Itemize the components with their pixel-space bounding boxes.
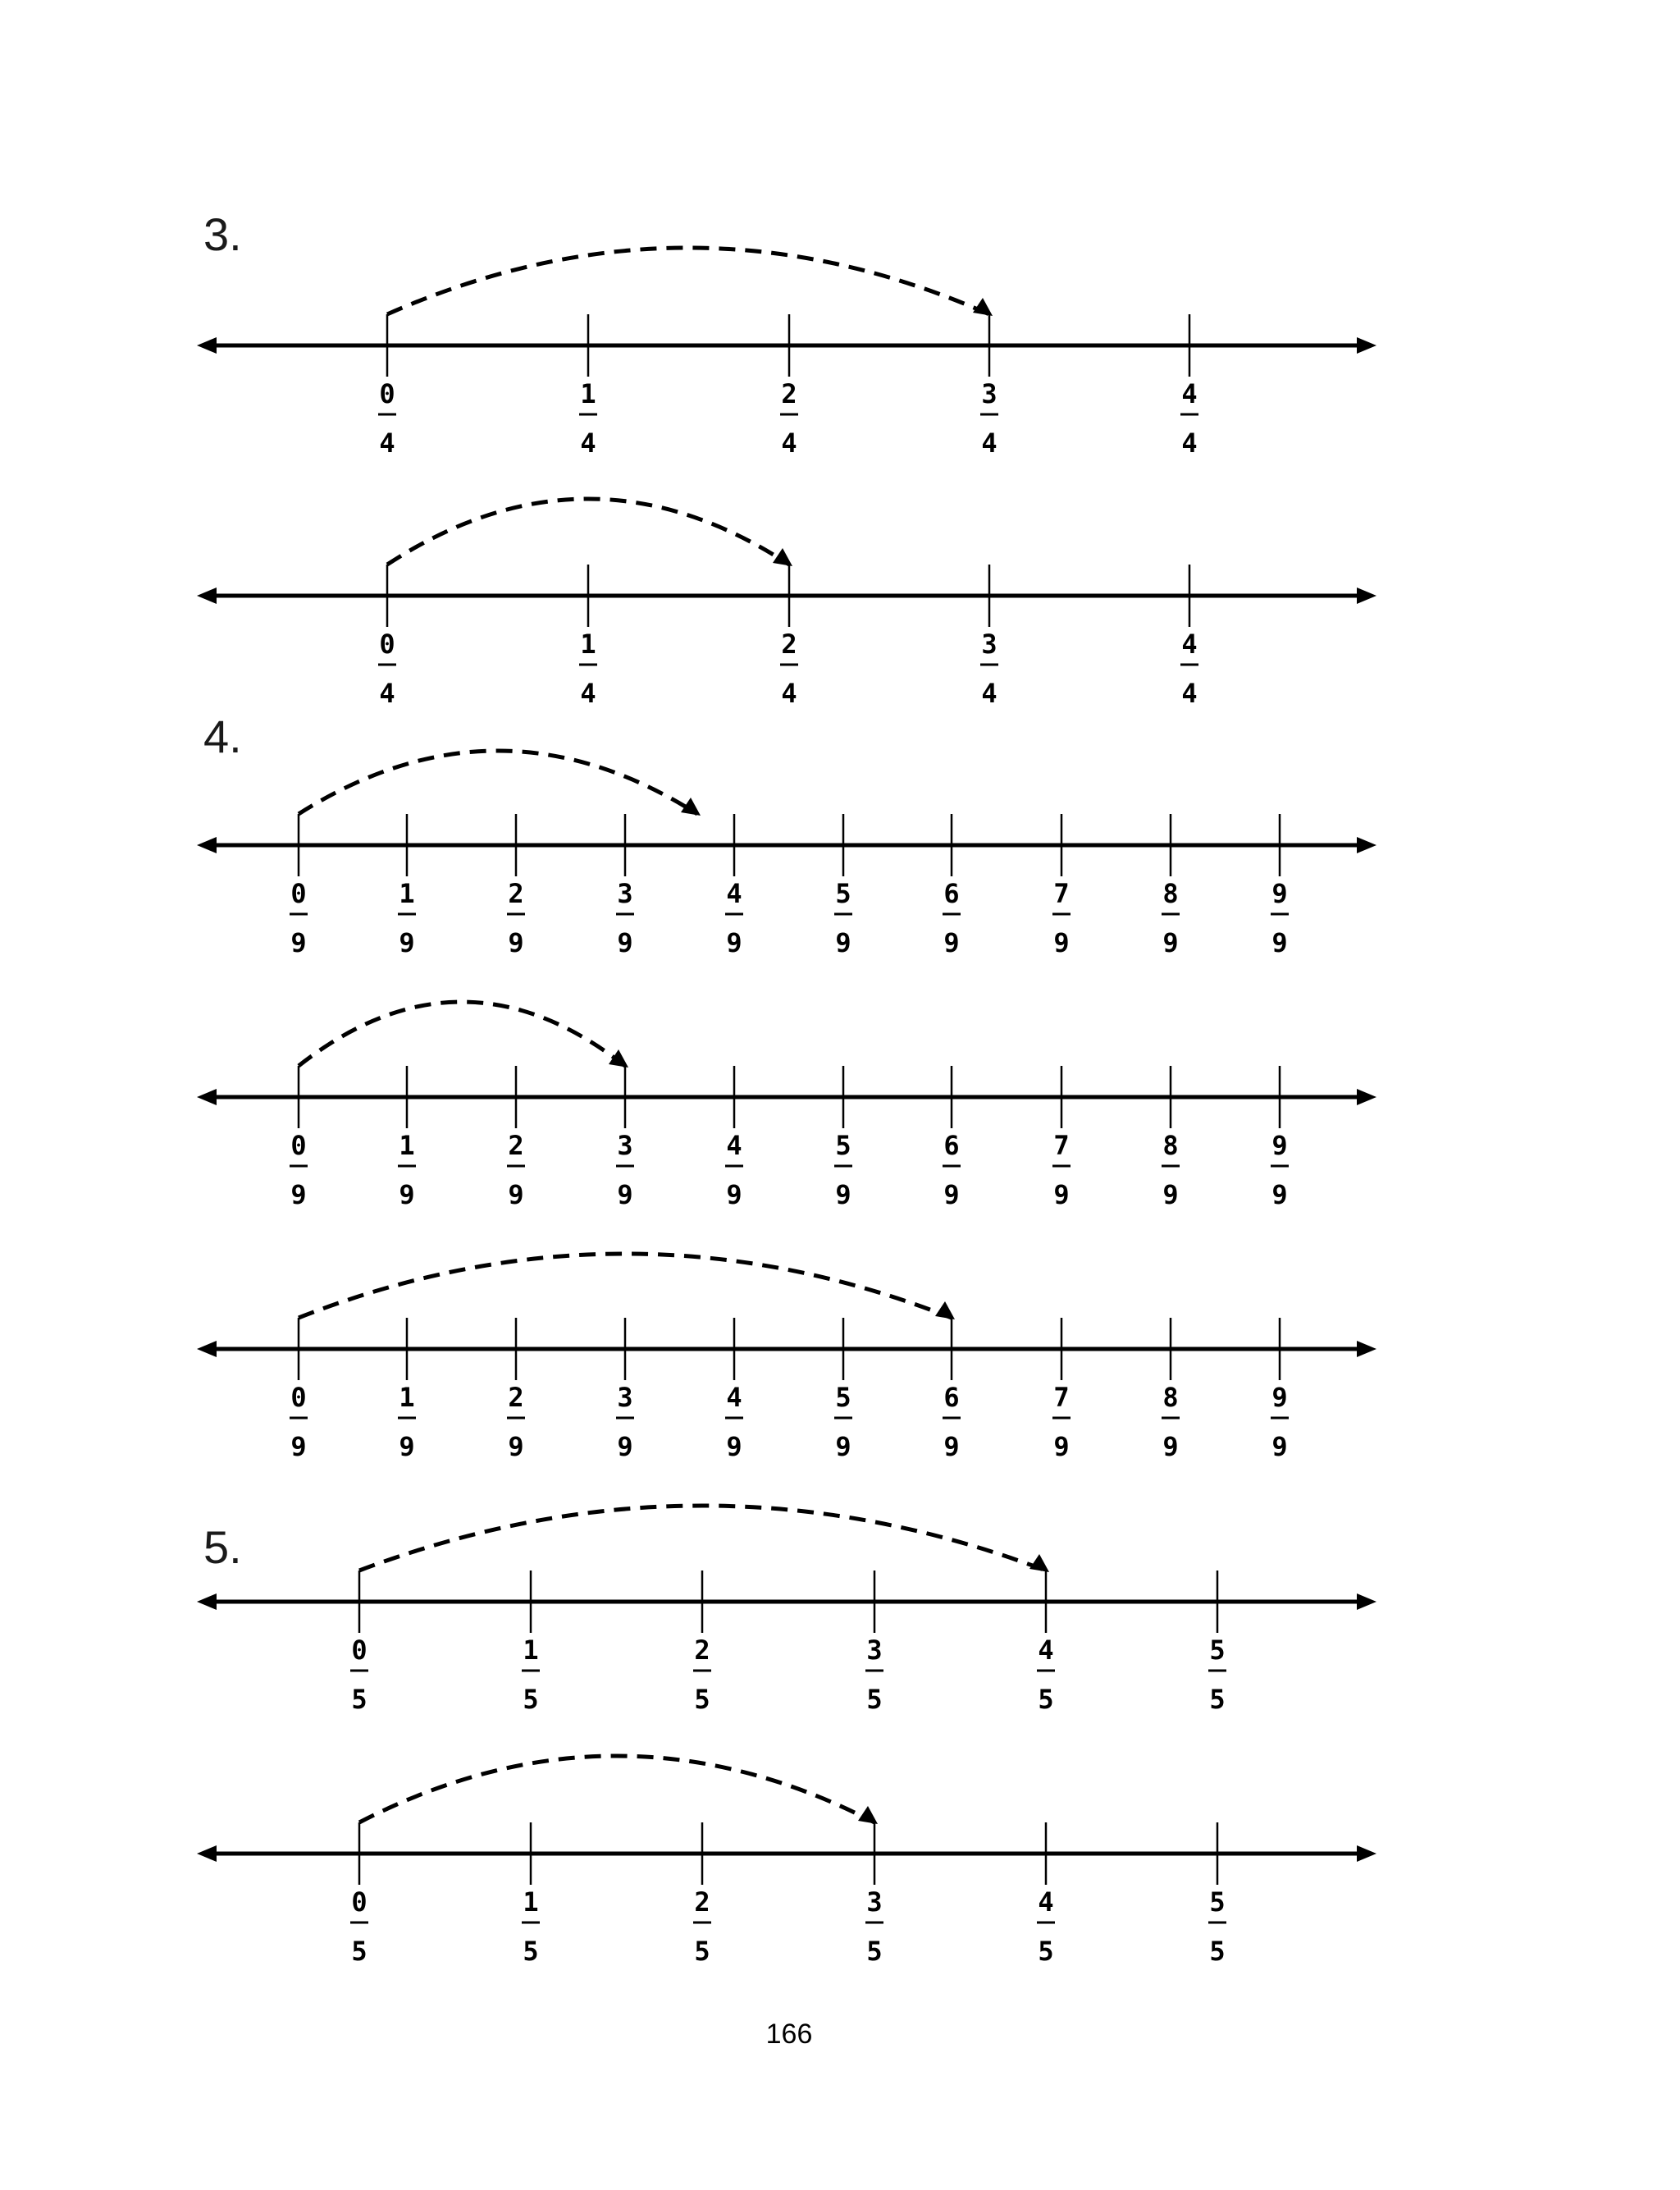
- fraction-numerator: 0: [351, 1634, 368, 1666]
- number-line: [197, 1756, 1376, 1967]
- fraction-denominator: 9: [726, 927, 742, 958]
- page-number: 166: [765, 2019, 813, 2050]
- fraction-label: [1162, 1382, 1180, 1462]
- fraction-label: [865, 1634, 883, 1715]
- fraction-denominator: 4: [1181, 427, 1198, 459]
- fraction-label: [507, 878, 525, 958]
- fraction-numerator: 6: [943, 878, 960, 909]
- fraction-numerator: 3: [617, 1382, 633, 1413]
- axis-right-arrowhead: [1357, 588, 1376, 604]
- fraction-denominator: 9: [835, 1179, 851, 1210]
- fraction-label: [980, 629, 998, 709]
- fraction-label: [943, 1382, 961, 1462]
- fraction-numerator: 5: [1209, 1634, 1226, 1666]
- fraction-label: [1271, 1130, 1289, 1210]
- fraction-label: [579, 629, 597, 709]
- fraction-label: [1162, 878, 1180, 958]
- fraction-label: [780, 378, 798, 459]
- fraction-numerator: 3: [981, 629, 998, 660]
- fraction-label: [507, 1130, 525, 1210]
- fraction-denominator: 5: [694, 1936, 710, 1967]
- fraction-numerator: 4: [726, 1130, 742, 1161]
- fraction-denominator: 9: [1271, 927, 1288, 958]
- fraction-denominator: 9: [399, 1431, 415, 1462]
- fraction-denominator: 9: [835, 1431, 851, 1462]
- fraction-denominator: 9: [290, 1431, 307, 1462]
- jump-arc: [387, 248, 989, 314]
- fraction-numerator: 1: [580, 629, 596, 660]
- fraction-numerator: 8: [1162, 878, 1179, 909]
- fraction-denominator: 9: [1271, 1431, 1288, 1462]
- fraction-label: [398, 878, 416, 958]
- fraction-numerator: 1: [399, 1130, 415, 1161]
- axis-left-arrowhead: [197, 1845, 217, 1862]
- fraction-denominator: 9: [1271, 1179, 1288, 1210]
- fraction-numerator: 3: [981, 378, 998, 409]
- fraction-label: [1208, 1634, 1226, 1715]
- fraction-denominator: 9: [399, 927, 415, 958]
- fraction-label: [943, 1130, 961, 1210]
- fraction-label: [1037, 1886, 1055, 1967]
- axis-right-arrowhead: [1357, 1089, 1376, 1105]
- fraction-denominator: 4: [981, 427, 998, 459]
- fraction-denominator: 9: [943, 927, 960, 958]
- fraction-denominator: 9: [617, 1179, 633, 1210]
- jump-arc: [299, 751, 697, 814]
- fraction-label: [1271, 1382, 1289, 1462]
- fraction-numerator: 9: [1271, 1130, 1288, 1161]
- fraction-denominator: 9: [617, 1431, 633, 1462]
- fraction-label: [350, 1886, 368, 1967]
- fraction-label: [616, 878, 634, 958]
- fraction-denominator: 5: [1209, 1936, 1226, 1967]
- jump-arrowhead: [935, 1301, 955, 1319]
- fraction-label: [378, 378, 396, 459]
- fraction-numerator: 4: [1038, 1886, 1054, 1918]
- fraction-denominator: 5: [1209, 1684, 1226, 1715]
- fraction-label: [693, 1634, 711, 1715]
- fraction-numerator: 3: [617, 1130, 633, 1161]
- fraction-label: [507, 1382, 525, 1462]
- jump-arc: [359, 1756, 874, 1822]
- fraction-denominator: 4: [379, 678, 395, 709]
- fraction-label: [616, 1130, 634, 1210]
- fraction-numerator: 0: [351, 1886, 368, 1918]
- fraction-label: [378, 629, 396, 709]
- fraction-numerator: 1: [399, 1382, 415, 1413]
- fraction-denominator: 9: [1053, 1431, 1070, 1462]
- jump-arrowhead: [1029, 1554, 1049, 1572]
- fraction-numerator: 4: [726, 878, 742, 909]
- fraction-denominator: 5: [866, 1936, 883, 1967]
- fraction-label: [290, 1130, 308, 1210]
- fraction-denominator: 5: [351, 1936, 368, 1967]
- fraction-denominator: 5: [1038, 1936, 1054, 1967]
- fraction-label: [780, 629, 798, 709]
- fraction-denominator: 4: [1181, 678, 1198, 709]
- fraction-denominator: 4: [379, 427, 395, 459]
- number-line: [197, 1254, 1376, 1462]
- axis-right-arrowhead: [1357, 337, 1376, 354]
- fraction-label: [1271, 878, 1289, 958]
- fraction-label: [522, 1634, 540, 1715]
- fraction-label: [980, 378, 998, 459]
- fraction-label: [522, 1886, 540, 1967]
- fraction-numerator: 0: [290, 1382, 307, 1413]
- jump-arc: [299, 1002, 625, 1066]
- axis-left-arrowhead: [197, 588, 217, 604]
- fraction-denominator: 9: [1053, 927, 1070, 958]
- fraction-denominator: 9: [943, 1431, 960, 1462]
- fraction-numerator: 1: [399, 878, 415, 909]
- fraction-numerator: 4: [1038, 1634, 1054, 1666]
- fraction-label: [725, 878, 743, 958]
- fraction-denominator: 9: [290, 1179, 307, 1210]
- axis-left-arrowhead: [197, 337, 217, 354]
- fraction-label: [398, 1382, 416, 1462]
- fraction-denominator: 4: [781, 427, 797, 459]
- fraction-numerator: 8: [1162, 1382, 1179, 1413]
- fraction-denominator: 9: [726, 1179, 742, 1210]
- fraction-label: [834, 1130, 852, 1210]
- number-line: [197, 751, 1376, 958]
- jump-arc: [299, 1254, 952, 1318]
- axis-right-arrowhead: [1357, 1593, 1376, 1610]
- fraction-label: [290, 1382, 308, 1462]
- fraction-denominator: 9: [399, 1179, 415, 1210]
- fraction-denominator: 9: [617, 927, 633, 958]
- fraction-denominator: 4: [580, 678, 596, 709]
- jump-arrowhead: [773, 548, 792, 566]
- fraction-denominator: 5: [351, 1684, 368, 1715]
- fraction-denominator: 9: [508, 1431, 524, 1462]
- fraction-label: [616, 1382, 634, 1462]
- fraction-denominator: 9: [1162, 927, 1179, 958]
- fraction-numerator: 0: [290, 878, 307, 909]
- axis-right-arrowhead: [1357, 1341, 1376, 1357]
- fraction-label: [1052, 878, 1071, 958]
- fraction-numerator: 5: [835, 1382, 851, 1413]
- fraction-label: [834, 878, 852, 958]
- fraction-label: [579, 378, 597, 459]
- fraction-numerator: 3: [866, 1886, 883, 1918]
- fraction-denominator: 5: [523, 1936, 539, 1967]
- axis-left-arrowhead: [197, 1341, 217, 1357]
- number-line: [197, 499, 1376, 709]
- fraction-label: [1052, 1130, 1071, 1210]
- fraction-numerator: 7: [1053, 878, 1070, 909]
- fraction-numerator: 2: [508, 1382, 524, 1413]
- fraction-numerator: 4: [1181, 378, 1198, 409]
- jump-arrowhead: [858, 1806, 878, 1824]
- fraction-numerator: 5: [835, 878, 851, 909]
- number-line: [197, 248, 1376, 459]
- fraction-numerator: 7: [1053, 1130, 1070, 1161]
- fraction-label: [1180, 378, 1198, 459]
- fraction-denominator: 9: [943, 1179, 960, 1210]
- fraction-label: [398, 1130, 416, 1210]
- fraction-numerator: 2: [694, 1634, 710, 1666]
- fraction-denominator: 5: [523, 1684, 539, 1715]
- fraction-numerator: 2: [781, 629, 797, 660]
- fraction-denominator: 9: [1162, 1179, 1179, 1210]
- fraction-numerator: 2: [694, 1886, 710, 1918]
- fraction-numerator: 4: [1181, 629, 1198, 660]
- axis-right-arrowhead: [1357, 837, 1376, 853]
- fraction-numerator: 1: [523, 1886, 539, 1918]
- number-line: [197, 1506, 1376, 1715]
- jump-arrowhead: [609, 1049, 628, 1068]
- fraction-denominator: 4: [781, 678, 797, 709]
- fraction-numerator: 3: [866, 1634, 883, 1666]
- fraction-denominator: 4: [580, 427, 596, 459]
- fraction-label: [834, 1382, 852, 1462]
- fraction-label: [693, 1886, 711, 1967]
- fraction-numerator: 7: [1053, 1382, 1070, 1413]
- fraction-denominator: 5: [694, 1684, 710, 1715]
- fraction-numerator: 9: [1271, 878, 1288, 909]
- fraction-label: [1180, 629, 1198, 709]
- fraction-numerator: 5: [835, 1130, 851, 1161]
- fraction-label: [1037, 1634, 1055, 1715]
- fraction-label: [1208, 1886, 1226, 1967]
- fraction-numerator: 9: [1271, 1382, 1288, 1413]
- axis-left-arrowhead: [197, 1089, 217, 1105]
- axis-left-arrowhead: [197, 837, 217, 853]
- number-line: [197, 1002, 1376, 1210]
- fraction-numerator: 2: [508, 1130, 524, 1161]
- fraction-denominator: 5: [1038, 1684, 1054, 1715]
- fraction-numerator: 3: [617, 878, 633, 909]
- fraction-denominator: 9: [508, 927, 524, 958]
- fraction-numerator: 0: [290, 1130, 307, 1161]
- fraction-denominator: 5: [866, 1684, 883, 1715]
- fraction-numerator: 4: [726, 1382, 742, 1413]
- fraction-label: [725, 1382, 743, 1462]
- fraction-denominator: 9: [726, 1431, 742, 1462]
- fraction-numerator: 8: [1162, 1130, 1179, 1161]
- fraction-denominator: 9: [290, 927, 307, 958]
- fraction-label: [1162, 1130, 1180, 1210]
- fraction-label: [725, 1130, 743, 1210]
- fraction-denominator: 9: [1162, 1431, 1179, 1462]
- fraction-numerator: 0: [379, 378, 395, 409]
- jump-arc: [387, 499, 789, 565]
- fraction-numerator: 2: [781, 378, 797, 409]
- fraction-label: [943, 878, 961, 958]
- problem-number-5: 5.: [203, 1521, 242, 1573]
- problem-number-3: 3.: [203, 208, 242, 260]
- fraction-numerator: 2: [508, 878, 524, 909]
- fraction-numerator: 0: [379, 629, 395, 660]
- fraction-label: [1052, 1382, 1071, 1462]
- fraction-label: [290, 878, 308, 958]
- fraction-label: [865, 1886, 883, 1967]
- fraction-denominator: 9: [835, 927, 851, 958]
- fraction-numerator: 1: [580, 378, 596, 409]
- fraction-numerator: 6: [943, 1130, 960, 1161]
- fraction-label: [350, 1634, 368, 1715]
- fraction-numerator: 5: [1209, 1886, 1226, 1918]
- axis-left-arrowhead: [197, 1593, 217, 1610]
- problem-number-4: 4.: [203, 711, 242, 762]
- axis-right-arrowhead: [1357, 1845, 1376, 1862]
- jump-arc: [359, 1506, 1046, 1570]
- fraction-denominator: 9: [1053, 1179, 1070, 1210]
- fraction-numerator: 1: [523, 1634, 539, 1666]
- fraction-numerator: 6: [943, 1382, 960, 1413]
- fraction-denominator: 4: [981, 678, 998, 709]
- fraction-denominator: 9: [508, 1179, 524, 1210]
